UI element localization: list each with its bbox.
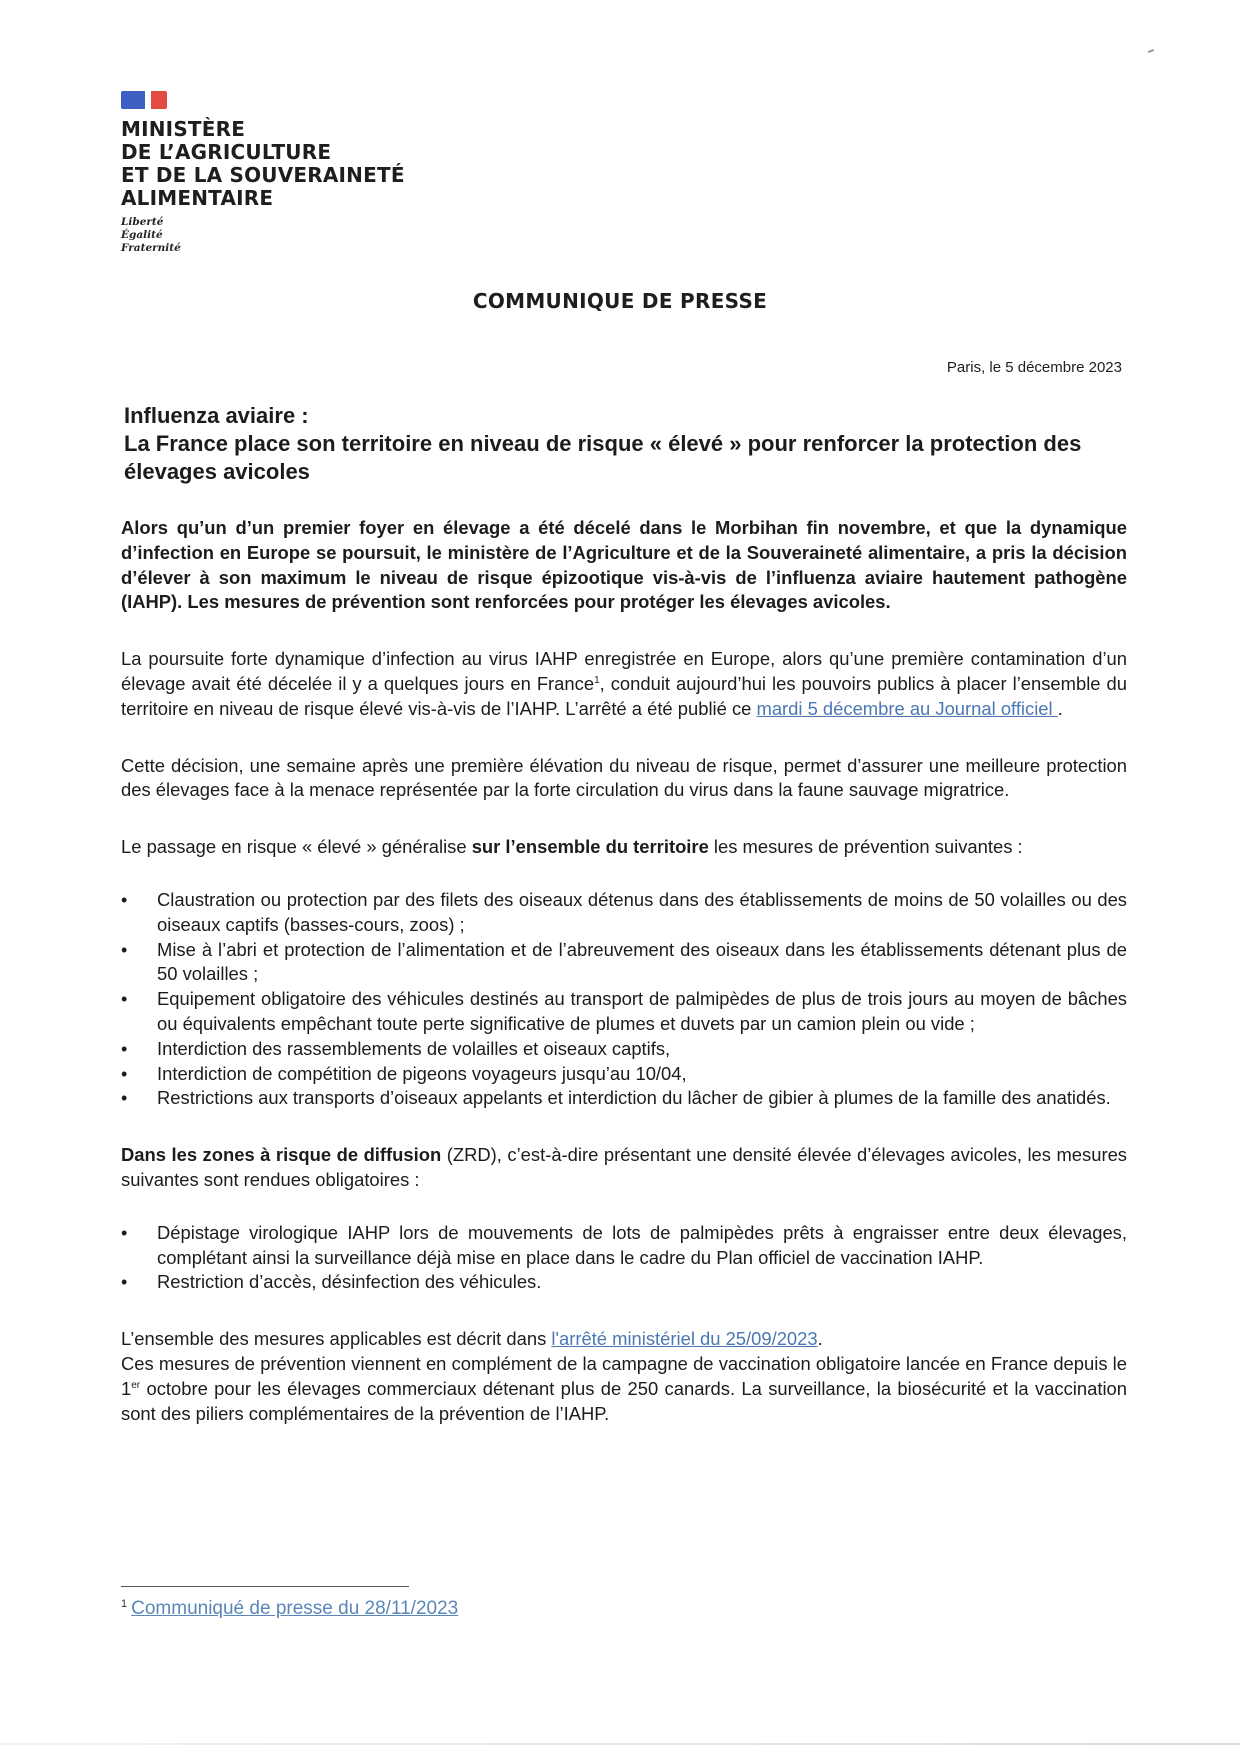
ministry-line: ET DE LA SOUVERAINETÉ — [121, 163, 405, 187]
ministry-name — [121, 118, 405, 210]
list-item: • Restriction d’accès, désinfection des véhicules. — [121, 1270, 1127, 1295]
list-item: • Interdiction des rassemblements de volailles et oiseaux captifs, — [121, 1037, 1127, 1062]
footnote-number: 1 — [121, 1597, 128, 1610]
headline-topic: Influenza aviaire : — [124, 403, 309, 428]
paragraph-arrete: L’ensemble des mesures applicables est décrit dans l'arrêté ministériel du 25/09/2023. — [121, 1328, 823, 1350]
list-item: • Restrictions aux transports d’oiseaux appelants et interdiction du lâcher de gibier à plumes de la famille des anatidés. — [121, 1086, 1127, 1111]
text: , conduit aujourd’hui les pouvoirs publics à placer l’ensemble du territoire en niveau de risque élevé vis-à-vis de l’IAHP. L’arrêté a été publié ce — [121, 672, 1127, 719]
article-body — [121, 516, 1127, 1426]
lead-paragraph: Alors qu’un d’un premier foyer en élevage a été décelé dans le Morbihan fin novembre, et que la dynamique d’infection en Europe se poursuit, le ministère de l’Agriculture et de la Souveraineté alimentaire, a pris la décision d’élever à son maximum le niveau de risque épizootique vis-à-vis de l’influenza aviaire hautement pathogène (IAHP). Les mesures de prévention sont renforcées pour protéger les élevages avicoles. — [121, 517, 1127, 613]
motto-line: Liberté — [121, 216, 164, 228]
communique-link[interactable]: Communiqué de presse du 28/11/2023 — [131, 1598, 459, 1619]
emphasis: Dans les zones à risque de diffusion — [121, 1144, 442, 1166]
footnote — [121, 1598, 458, 1620]
list-item: • Equipement obligatoire des véhicules destinés au transport de palmipèdes de plus de trois jours au moyen de bâches ou équivalents empêchant toute perte significative de plumes et duvets par un camion plein ou vide ; — [121, 987, 1127, 1037]
ministry-line: ALIMENTAIRE — [121, 186, 274, 210]
ministry-line: DE L’AGRICULTURE — [121, 140, 332, 164]
ministry-line: MINISTÈRE — [121, 117, 246, 141]
republic-motto — [121, 216, 405, 255]
paragraph-measures-intro: Le passage en risque « élevé » généralise sur l’ensemble du territoire les mesures de prévention suivantes : — [121, 836, 1023, 858]
flag-red-block — [151, 91, 167, 109]
headline-title: La France place son territoire en niveau de risque « élevé » pour renforcer la protection des élevages avicoles — [124, 431, 1082, 484]
arrete-ministeriel-link[interactable]: l'arrêté ministériel du 25/09/2023 — [551, 1328, 818, 1350]
footnote-ref[interactable]: 1 — [594, 674, 600, 686]
french-flag-icon — [121, 90, 405, 110]
zrd-measures-list — [121, 1221, 1127, 1295]
flag-blue-block — [121, 91, 145, 109]
national-measures-list — [121, 888, 1127, 1111]
paragraph-zrd-intro: Dans les zones à risque de diffusion (ZRD), c’est-à-dire présentant une densité élevée d’élevages avicoles, les mesures suivantes sont rendues obligatoires : — [121, 1144, 1127, 1190]
emphasis: sur l’ensemble du territoire — [471, 836, 709, 858]
scan-artifact — [1148, 49, 1154, 53]
ministry-logo — [121, 90, 405, 255]
dateline: Paris, le 5 décembre 2023 — [946, 359, 1122, 376]
list-item: • Mise à l’abri et protection de l’alimentation et de l’abreuvement des oiseaux dans les établissements détenant plus de 50 volailles ; — [121, 938, 1127, 988]
document-type-title: COMMUNIQUE DE PRESSE — [472, 289, 768, 313]
motto-line: Égalité — [121, 229, 163, 241]
list-item: • Claustration ou protection par des filets des oiseaux détenus dans des établissements de moins de 50 volailles ou des oiseaux captifs (basses-cours, zoos) ; — [121, 888, 1127, 938]
text: La poursuite forte dynamique d’infection au virus IAHP enregistrée en Europe, alors qu’une première contamination d’un élevage avait été décelée il y a quelques jours en France — [121, 648, 1127, 694]
paragraph-context: La poursuite forte dynamique d’infection au virus IAHP enregistrée en Europe, alors qu’une première contamination d’un élevage avait été décelée il y a quelques jours en France$^1$, conduit aujourd’hui les pouvoirs publics à placer l’ensemble du territoire en niveau de risque élevé vis-à-vis de l’IAHP. L’arrêté a été publié ce mardi 5 décembre au Journal officiel . — [121, 648, 1127, 719]
footnote-divider — [121, 1586, 409, 1587]
headline — [124, 402, 1124, 486]
scan-edge — [0, 1743, 1240, 1745]
list-item: • Interdiction de compétition de pigeons voyageurs jusqu’au 10/04, — [121, 1062, 1127, 1087]
journal-officiel-link[interactable]: mardi 5 décembre au Journal officiel — [756, 697, 1058, 719]
paragraph-decision: Cette décision, une semaine après une première élévation du niveau de risque, permet d’assurer une meilleure protection des élevages face à la menace représentée par la forte circulation du virus dans la faune sauvage migratrice. — [121, 754, 1127, 801]
list-item: • Dépistage virologique IAHP lors de mouvements de lots de palmipèdes prêts à engraisser entre deux élevages, complétant ainsi la surveillance déjà mise en place dans le cadre du Plan officiel de vaccination IAHP. — [121, 1221, 1127, 1271]
paragraph-vaccination: Ces mesures de prévention viennent en complément de la campagne de vaccination obligatoire lancée en France depuis le 1er octobre pour les élevages commerciaux détenant plus de 250 canards. La surveillance, la biosécurité et la vaccination sont des piliers complémentaires de la prévention de l’IAHP. — [121, 1352, 1127, 1424]
motto-line: Fraternité — [121, 242, 181, 254]
